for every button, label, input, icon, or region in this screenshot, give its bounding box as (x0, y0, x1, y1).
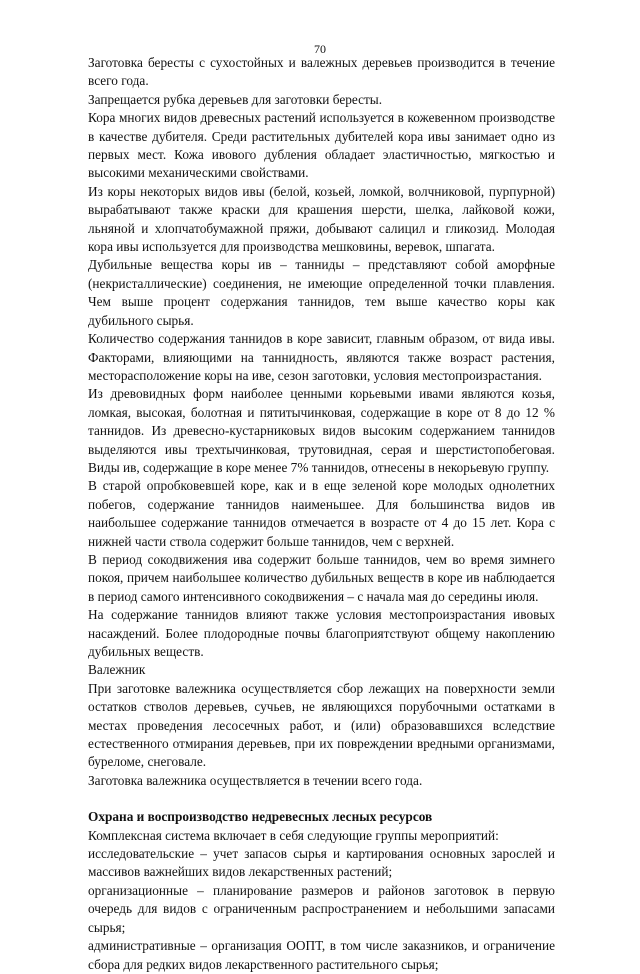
paragraph: Дубильные вещества коры ив – танниды – представляют собой аморфные (некристаллические) соединения, не имеющие определенной точки плавления. Чем выше процент содержания таннидов, тем выше качество коры как дубильного сырья. (88, 257, 555, 328)
spacer (88, 790, 555, 808)
paragraph: Из коры некоторых видов ивы (белой, козьей, ломкой, волчниковой, пурпурной) вырабатывают также краски для крашения шерсти, шелка, лайковой кожи, льняной и хлопчатобумажной пряжи, добывают салицил и гликозид. Молодая кора ивы используется для производства мешковины, веревок, шпагата. (88, 183, 555, 255)
paragraph: исследовательские – учет запасов сырья и картирования основных зарослей и массивов важнейших видов лекарственных растений; (88, 846, 555, 880)
paragraph: Кора многих видов древесных растений используется в кожевенном производстве в качестве дубителя. Среди растительных дубителей кора ивы занимает одно из первых мест. Кожа ивового дубления обладает эластичностью, мягкостью и высокими механическими свойствами. (88, 110, 555, 181)
page-body (88, 54, 555, 974)
subsection-label: Валежник (88, 662, 146, 678)
paragraph: Комплексная система включает в себя следующие группы мероприятий: (88, 827, 499, 843)
paragraph: В период сокодвижения ива содержит больше таннидов, чем во время зимнего покоя, причем наибольшее количество дубильных веществ в коре ив наблюдается в период самого интенсивного сокодвижения – с начала мая до середины июля. (88, 551, 555, 604)
paragraph: Количество содержания таннидов в коре зависит, главным образом, от вида ивы. Факторами, влияющими на таннидность, являются также возраст растения, месторасположение коры на иве, сезон заготовки, условия местопроизрастания. (88, 331, 555, 383)
paragraph: организационные – планирование размеров и районов заготовок в первую очередь для видов с ограниченным распространением и небольшими запасами сырья; (88, 882, 555, 935)
paragraph: Запрещается рубка деревьев для заготовки бересты. (88, 91, 383, 107)
paragraph: административные – организация ООПТ, в том числе заказников, и ограничение сбора для редких видов лекарственного растительного сырья; (88, 938, 555, 972)
paragraph: Заготовка валежника осуществляется в течении всего года. (88, 772, 423, 788)
page-number: 70 (314, 42, 326, 56)
paragraph: Заготовка бересты с сухостойных и валежных деревьев производится в течение всего года. (88, 55, 555, 89)
paragraph: В старой опробковевшей коре, как и в еще зеленой коре молодых однолетних побегов, содержание таннидов наименьшее. Для большинства видов ив наибольшее содержание таннидов отмечается в возрасте от 4 до 15 лет. Кора с нижней части ствола содержит больше таннидов, чем с верхней. (88, 478, 555, 549)
paragraph: При заготовке валежника осуществляется сбор лежащих на поверхности земли остатков стволов деревьев, сучьев, не являющихся порубочными остатками в местах проведения лесосечных работ, и (или) образовавшихся вследствие естественного отмирания деревьев, при их повреждении вредными организмами, буреломе, снеговале. (88, 680, 555, 770)
paragraph: На содержание таннидов влияют также условия местопроизрастания ивовых насаждений. Более плодородные почвы благоприятствуют общему накоплению дубильных веществ. (88, 607, 555, 659)
paragraph: Из древовидных форм наиболее ценными корьевыми ивами являются козья, ломкая, высокая, болотная и пятитычинковая, содержащие в коре от 8 до 12 % таннидов. Из древесно-кустарниковых видов высоким содержанием таннидов выделяются ивы трехтычинковая, трутовидная, серая и шерстистопобеговая. Виды ив, содержащие в коре менее 7% таннидов, отнесены в некорьевую группу. (88, 386, 555, 475)
section-heading: Охрана и воспроизводство недревесных лесных ресурсов (88, 809, 433, 825)
